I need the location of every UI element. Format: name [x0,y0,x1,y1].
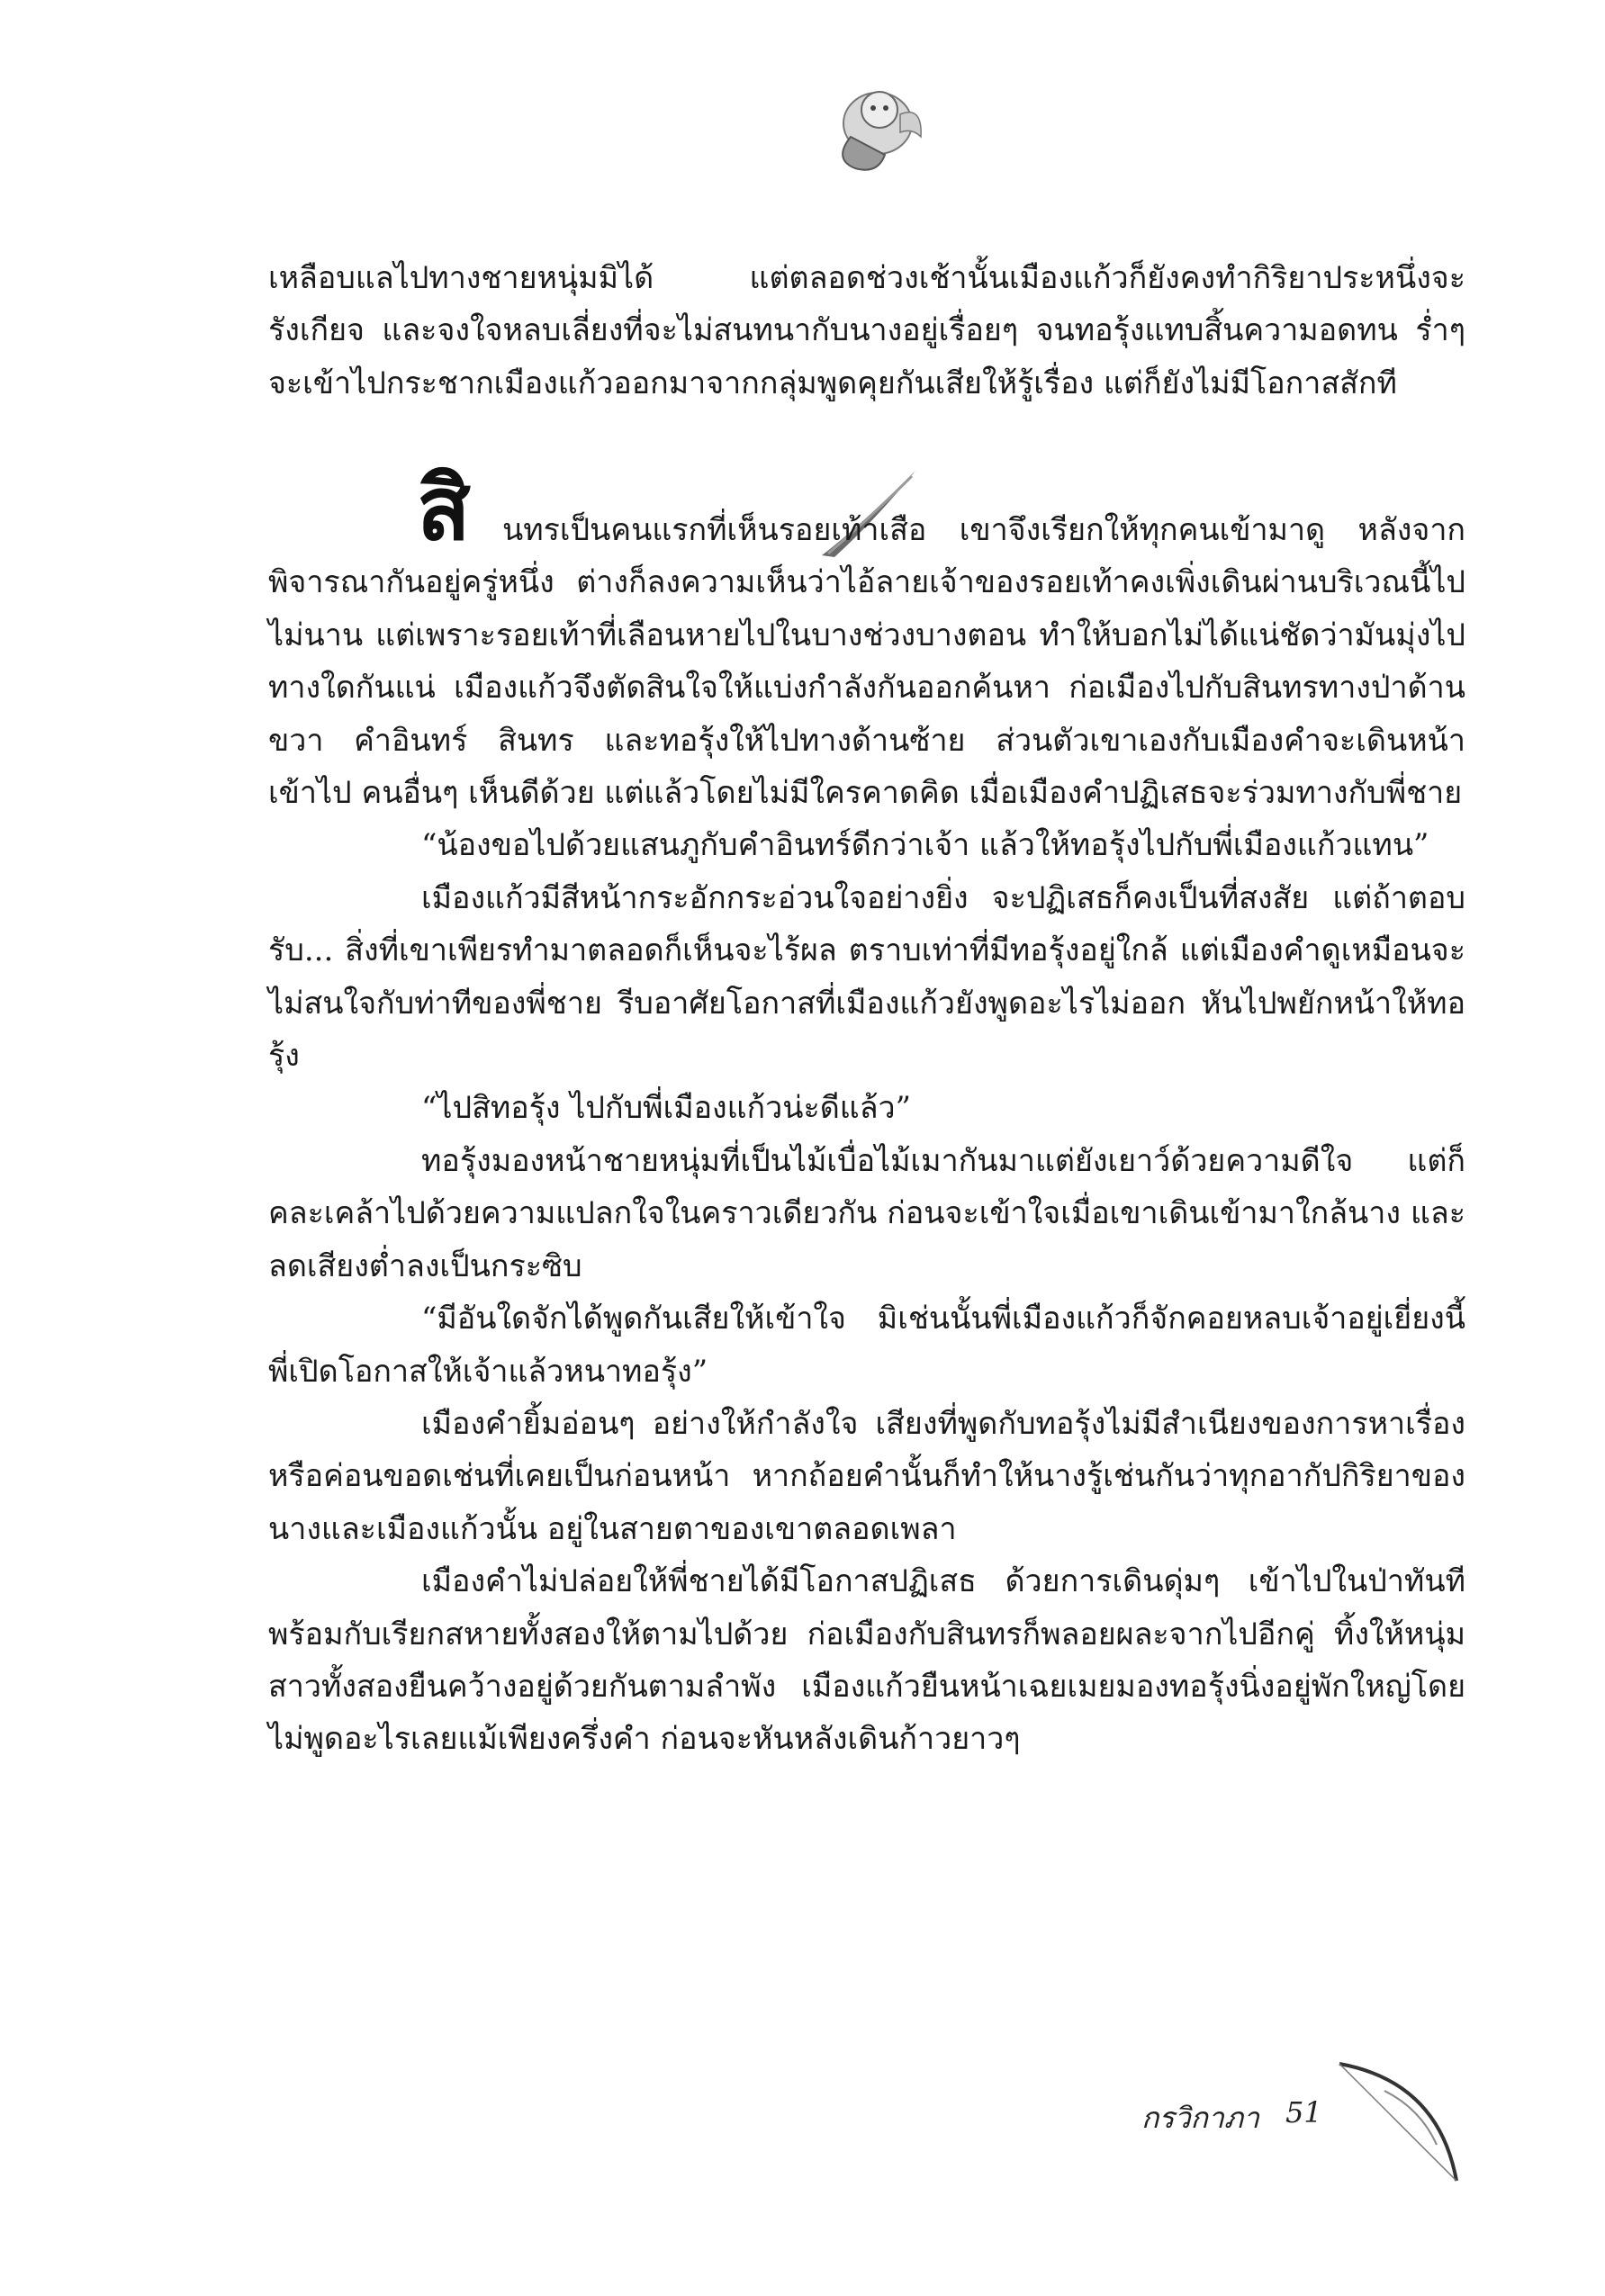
bow-corner-icon [1330,2055,1465,2190]
dialogue-paragraph: “ไปสิทอรุ้ง ไปกับพี่เมืองแก้วน่ะดีแล้ว” [421,1090,912,1127]
body-paragraph: ทอรุ้งมองหน้าชายหนุ่มที่เป็นไม้เบื่อไม้เมากันมาแต่ยังเยาว์ด้วยความดีใจ แต่ก็คละเคล้าไปด้วยความแปลกใจในคราวเดียวกัน ก่อนจะเข้าใจเมื่อเขาเดินเข้ามาใกล้นาง และลดเสียงต่ำลงเป็นกระซิบ [268,1142,1465,1284]
drop-cap: สิ [417,458,471,561]
body-paragraph: เมืองคำไม่ปล่อยให้พี่ชายได้มีโอกาสปฏิเสธ ด้วยการเดินดุ่มๆ เข้าไปในป่าทันที พร้อมกับเรียกสหายทั้งสองให้ตามไปด้วย ก่อเมืองกับสินทรก็พลอยผละจากไปอีกคู่ ทิ้งให้หนุ่มสาวทั้งสองยืนคว้างอยู่ด้วยกันตามลำพัง เมืองแก้วยืนหน้าเฉยเมยมองทอรุ้งนิ่งอยู่พักใหญ่โดยไม่พูดอะไรเลยแม้เพียงครึ่งคำ ก่อนจะหันหลังเดินก้าวยาวๆ [268,1563,1465,1758]
dialogue-paragraph: “มีอันใดจักได้พูดกันเสียให้เข้าใจ มิเช่นนั้นพี่เมืองแก้วก็จักคอยหลบเจ้าอยู่เยี่ยงนี้ พี่เปิดโอกาสให้เจ้าแล้วหนาทอรุ้ง” [268,1301,1465,1390]
opening-paragraph-block [268,252,1465,410]
page-number: 51 [1285,2095,1322,2129]
dialogue-paragraph: “น้องขอไปด้วยแสนภูกับคำอินทร์ดีกว่าเจ้า แล้วให้ทอรุ้งไปกับพี่เมืองแก้วแทน” [421,827,1429,864]
opening-paragraph: เหลือบแลไปทางชายหนุ่มมิได้ แต่ตลอดช่วงเช้านั้นเมืองแก้วก็ยังคงทำกิริยาประหนึ่งจะรังเกียจ และจงใจหลบเลี่ยงที่จะไม่สนทนากับนางอยู่เรื่อยๆ จนทอรุ้งแทบสิ้นความอดทน ร่ำๆ จะเข้าไปกระชากเมืองแก้วออกมาจากกลุ่มพูดคุยกันเสียให้รู้เรื่อง แต่ก็ยังไม่มีโอกาสสักที [268,260,1465,401]
body-paragraph: เมืองแก้วมีสีหน้ากระอักกระอ่วนใจอย่างยิ่ง จะปฏิเสธก็คงเป็นที่สงสัย แต่ถ้าตอบรับ... สิ่งที่เขาเพียรทำมาตลอดก็เห็นจะไร้ผล ตราบเท่าที่มีทอรุ้งอยู่ใกล้ แต่เมืองคำดูเหมือนจะไม่สนใจกับท่าทีของพี่ชาย รีบอาศัยโอกาสที่เมืองแก้วยังพูดอะไรไม่ออก หันไปพยักหน้าให้ทอรุ้ง [268,879,1465,1075]
running-footer-title: กรวิกาภา [1141,2101,1259,2135]
cherub-ornament-icon [815,74,932,182]
section-first-paragraph: นทรเป็นคนแรกที่เห็นรอยเท้าเสือ เขาจึงเรียกให้ทุกคนเข้ามาดู หลังจากพิจารณากันอยู่ครู่หนึ่ง ต่างก็ลงความเห็นว่าไอ้ลายเจ้าของรอยเท้าคงเพิ่งเดินผ่านบริเวณนี้ไปไม่นาน แต่เพราะรอยเท้าที่เลือนหายไปในบางช่วงบางตอน ทำให้บอกไม่ได้แน่ชัดว่ามันมุ่งไปทางใดกันแน่ เมืองแก้วจึงตัดสินใจให้แบ่งกำลังกันออกค้นหา ก่อเมืองไปกับสินทรทางป่าด้านขวา คำอินทร์ สินทร และทอรุ้งให้ไปทางด้านซ้าย ส่วนตัวเขาเองกับเมืองคำจะเดินหน้าเข้าไป คนอื่นๆ เห็นดีด้วย แต่แล้วโดยไม่มีใครคาดคิด เมื่อเมืองคำปฏิเสธจะร่วมทางกับพี่ชาย [268,512,1465,812]
section-body [268,458,1465,1766]
section-first-paragraph-wrap [268,458,1465,819]
body-paragraph: เมืองคำยิ้มอ่อนๆ อย่างให้กำลังใจ เสียงที่พูดกับทอรุ้งไม่มีสำเนียงของการหาเรื่องหรือค่อนขอดเช่นที่เคยเป็นก่อนหน้า หากถ้อยคำนั้นก็ทำให้นางรู้เช่นกันว่าทุกอากัปกิริยาของนางและเมืองแก้วนั้น อยู่ในสายตาของเขาตลอดเพลา [268,1405,1465,1547]
